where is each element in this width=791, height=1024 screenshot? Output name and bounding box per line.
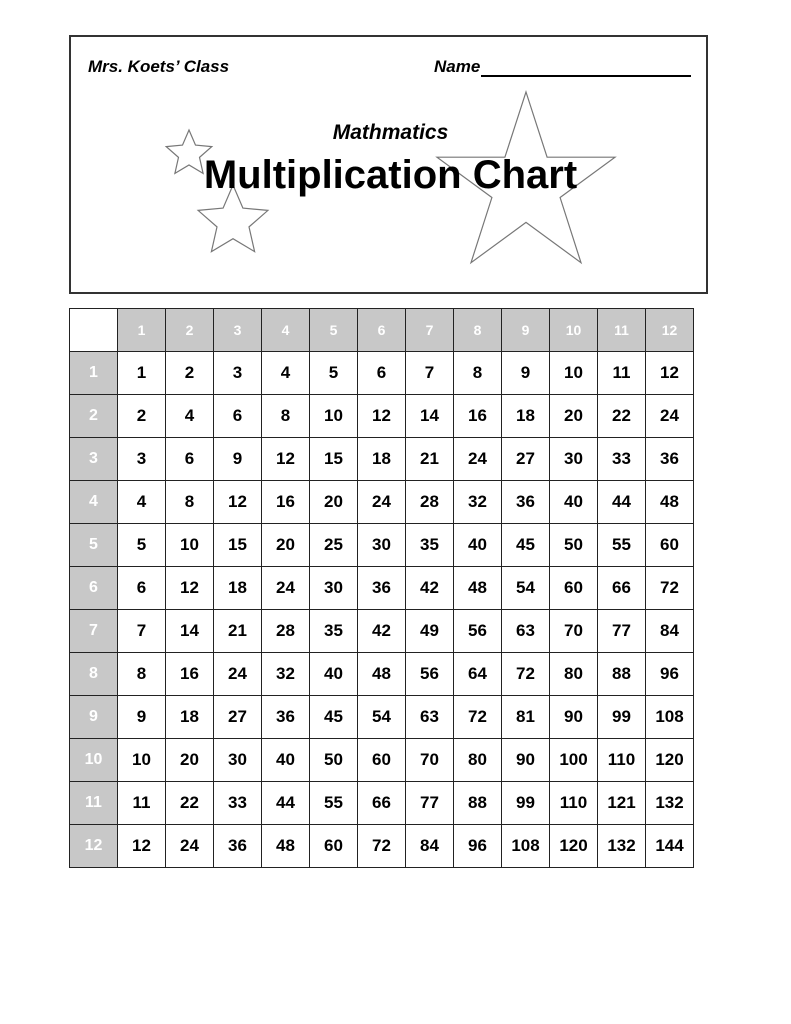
product-cell: 55 (310, 782, 358, 825)
header-box (69, 35, 708, 294)
product-cell: 20 (166, 739, 214, 782)
product-cell: 3 (118, 438, 166, 481)
product-cell: 33 (598, 438, 646, 481)
product-cell: 6 (358, 352, 406, 395)
product-cell: 28 (262, 610, 310, 653)
product-cell: 12 (214, 481, 262, 524)
product-cell: 8 (262, 395, 310, 438)
product-cell: 60 (310, 825, 358, 868)
product-cell: 45 (310, 696, 358, 739)
row-header-cell: 1 (70, 352, 118, 395)
multiplication-table-wrap (69, 308, 694, 868)
product-cell: 21 (406, 438, 454, 481)
product-cell: 40 (262, 739, 310, 782)
class-name: Mrs. Koets’ Class (88, 57, 230, 76)
product-cell: 54 (502, 567, 550, 610)
column-header-cell: 10 (550, 309, 598, 352)
product-cell: 108 (502, 825, 550, 868)
product-cell: 27 (214, 696, 262, 739)
product-cell: 36 (262, 696, 310, 739)
column-header-cell: 4 (262, 309, 310, 352)
product-cell: 35 (310, 610, 358, 653)
product-cell: 48 (358, 653, 406, 696)
row-header-cell: 3 (70, 438, 118, 481)
table-row (70, 352, 694, 395)
row-header-cell: 4 (70, 481, 118, 524)
product-cell: 8 (118, 653, 166, 696)
product-cell: 36 (646, 438, 694, 481)
product-cell: 70 (406, 739, 454, 782)
product-cell: 72 (646, 567, 694, 610)
column-header-cell: 1 (118, 309, 166, 352)
product-cell: 77 (406, 782, 454, 825)
product-cell: 16 (262, 481, 310, 524)
product-cell: 90 (550, 696, 598, 739)
product-cell: 33 (214, 782, 262, 825)
column-header-cell: 12 (646, 309, 694, 352)
product-cell: 45 (502, 524, 550, 567)
product-cell: 77 (598, 610, 646, 653)
product-cell: 50 (310, 739, 358, 782)
table-row (70, 782, 694, 825)
product-cell: 18 (358, 438, 406, 481)
product-cell: 60 (358, 739, 406, 782)
product-cell: 12 (118, 825, 166, 868)
table-row (70, 739, 694, 782)
product-cell: 84 (646, 610, 694, 653)
product-cell: 24 (454, 438, 502, 481)
product-cell: 4 (118, 481, 166, 524)
product-cell: 50 (550, 524, 598, 567)
product-cell: 9 (118, 696, 166, 739)
product-cell: 120 (550, 825, 598, 868)
product-cell: 25 (310, 524, 358, 567)
product-cell: 24 (166, 825, 214, 868)
product-cell: 8 (454, 352, 502, 395)
product-cell: 10 (310, 395, 358, 438)
product-cell: 88 (598, 653, 646, 696)
product-cell: 7 (406, 352, 454, 395)
product-cell: 20 (262, 524, 310, 567)
row-header-cell: 6 (70, 567, 118, 610)
product-cell: 63 (502, 610, 550, 653)
column-header-cell: 11 (598, 309, 646, 352)
product-cell: 2 (118, 395, 166, 438)
product-cell: 24 (646, 395, 694, 438)
product-cell: 60 (550, 567, 598, 610)
product-cell: 2 (166, 352, 214, 395)
table-row (70, 395, 694, 438)
product-cell: 5 (310, 352, 358, 395)
product-cell: 12 (262, 438, 310, 481)
row-header-cell: 8 (70, 653, 118, 696)
column-header-cell: 7 (406, 309, 454, 352)
product-cell: 99 (502, 782, 550, 825)
column-header-cell: 5 (310, 309, 358, 352)
product-cell: 11 (598, 352, 646, 395)
product-cell: 96 (454, 825, 502, 868)
product-cell: 63 (406, 696, 454, 739)
product-cell: 9 (214, 438, 262, 481)
product-cell: 56 (406, 653, 454, 696)
table-row (70, 696, 694, 739)
product-cell: 56 (454, 610, 502, 653)
product-cell: 36 (502, 481, 550, 524)
page-title: Multiplication Chart (203, 153, 578, 197)
product-cell: 6 (166, 438, 214, 481)
product-cell: 90 (502, 739, 550, 782)
column-header-cell: 3 (214, 309, 262, 352)
product-cell: 30 (310, 567, 358, 610)
name-blank-line[interactable] (481, 59, 691, 77)
product-cell: 144 (646, 825, 694, 868)
product-cell: 27 (502, 438, 550, 481)
product-cell: 14 (166, 610, 214, 653)
product-cell: 22 (598, 395, 646, 438)
column-header-cell: 8 (454, 309, 502, 352)
product-cell: 18 (214, 567, 262, 610)
product-cell: 24 (262, 567, 310, 610)
row-header-cell: 2 (70, 395, 118, 438)
product-cell: 72 (502, 653, 550, 696)
table-row (70, 567, 694, 610)
product-cell: 11 (118, 782, 166, 825)
student-name-field[interactable] (434, 57, 691, 77)
product-cell: 60 (646, 524, 694, 567)
product-cell: 20 (550, 395, 598, 438)
subject-heading: Mathmatics (332, 121, 449, 144)
product-cell: 4 (166, 395, 214, 438)
product-cell: 5 (118, 524, 166, 567)
row-header-cell: 11 (70, 782, 118, 825)
table-header-row (70, 309, 694, 352)
product-cell: 10 (118, 739, 166, 782)
product-cell: 110 (598, 739, 646, 782)
product-cell: 84 (406, 825, 454, 868)
product-cell: 21 (214, 610, 262, 653)
product-cell: 66 (598, 567, 646, 610)
product-cell: 48 (262, 825, 310, 868)
product-cell: 30 (358, 524, 406, 567)
table-row (70, 610, 694, 653)
product-cell: 7 (118, 610, 166, 653)
product-cell: 6 (214, 395, 262, 438)
table-corner-cell (70, 309, 118, 352)
product-cell: 54 (358, 696, 406, 739)
product-cell: 35 (406, 524, 454, 567)
product-cell: 36 (358, 567, 406, 610)
product-cell: 4 (262, 352, 310, 395)
product-cell: 36 (214, 825, 262, 868)
product-cell: 12 (646, 352, 694, 395)
product-cell: 16 (166, 653, 214, 696)
product-cell: 70 (550, 610, 598, 653)
table-row (70, 825, 694, 868)
product-cell: 24 (214, 653, 262, 696)
product-cell: 20 (310, 481, 358, 524)
table-row (70, 653, 694, 696)
product-cell: 10 (166, 524, 214, 567)
product-cell: 64 (454, 653, 502, 696)
column-header-cell: 6 (358, 309, 406, 352)
product-cell: 32 (454, 481, 502, 524)
product-cell: 66 (358, 782, 406, 825)
product-cell: 40 (454, 524, 502, 567)
product-cell: 99 (598, 696, 646, 739)
product-cell: 14 (406, 395, 454, 438)
product-cell: 72 (358, 825, 406, 868)
product-cell: 30 (550, 438, 598, 481)
product-cell: 132 (646, 782, 694, 825)
product-cell: 48 (646, 481, 694, 524)
product-cell: 72 (454, 696, 502, 739)
product-cell: 110 (550, 782, 598, 825)
product-cell: 108 (646, 696, 694, 739)
column-header-cell: 9 (502, 309, 550, 352)
product-cell: 42 (358, 610, 406, 653)
product-cell: 10 (550, 352, 598, 395)
product-cell: 18 (166, 696, 214, 739)
product-cell: 80 (454, 739, 502, 782)
table-row (70, 438, 694, 481)
product-cell: 40 (310, 653, 358, 696)
product-cell: 88 (454, 782, 502, 825)
product-cell: 120 (646, 739, 694, 782)
row-header-cell: 12 (70, 825, 118, 868)
product-cell: 100 (550, 739, 598, 782)
product-cell: 30 (214, 739, 262, 782)
product-cell: 18 (502, 395, 550, 438)
product-cell: 55 (598, 524, 646, 567)
product-cell: 1 (118, 352, 166, 395)
product-cell: 28 (406, 481, 454, 524)
product-cell: 48 (454, 567, 502, 610)
column-header-cell: 2 (166, 309, 214, 352)
table-row (70, 524, 694, 567)
product-cell: 16 (454, 395, 502, 438)
name-label: Name (434, 57, 481, 76)
multiplication-table (69, 308, 694, 868)
product-cell: 8 (166, 481, 214, 524)
product-cell: 3 (214, 352, 262, 395)
product-cell: 40 (550, 481, 598, 524)
product-cell: 32 (262, 653, 310, 696)
product-cell: 9 (502, 352, 550, 395)
row-header-cell: 5 (70, 524, 118, 567)
product-cell: 15 (214, 524, 262, 567)
product-cell: 15 (310, 438, 358, 481)
product-cell: 44 (262, 782, 310, 825)
row-header-cell: 7 (70, 610, 118, 653)
product-cell: 49 (406, 610, 454, 653)
product-cell: 80 (550, 653, 598, 696)
row-header-cell: 10 (70, 739, 118, 782)
row-header-cell: 9 (70, 696, 118, 739)
product-cell: 96 (646, 653, 694, 696)
product-cell: 12 (358, 395, 406, 438)
product-cell: 81 (502, 696, 550, 739)
table-row (70, 481, 694, 524)
product-cell: 12 (166, 567, 214, 610)
product-cell: 132 (598, 825, 646, 868)
product-cell: 42 (406, 567, 454, 610)
product-cell: 121 (598, 782, 646, 825)
product-cell: 24 (358, 481, 406, 524)
product-cell: 44 (598, 481, 646, 524)
product-cell: 22 (166, 782, 214, 825)
product-cell: 6 (118, 567, 166, 610)
